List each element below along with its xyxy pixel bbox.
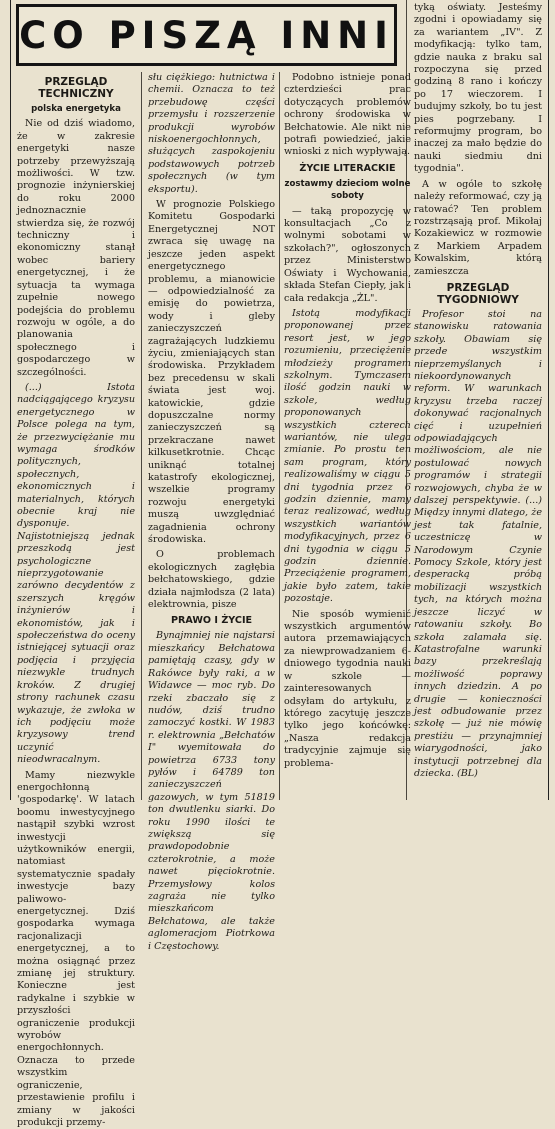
- section-heading-zycie-literackie: ŻYCIE LITERACKIE: [299, 162, 396, 174]
- column-divider: [279, 72, 280, 800]
- article-paragraph: (...) Istota nadciągającego kryzysu energetycznego w Polsce polega na tym, że przezwyciężanie mu wymaga środków politycznych, społecznych, ekonomicznych i materialnych, których obecnie kraj nie dysponuje. Najistotniejszą jednak przeszkodą jest psychologiczne nieprzygotowanie zarówno decydentów z szerszych kręgów inżynierów i ekonomistów, jak i społeczeństwa do oceny istniejącej sytuacji oraz podjęcia i przyjęcia niezwykle trudnych kroków. Z drugiej strony rachunek czasu wykazuje, że zwłoka w ich podjęciu może kryzysowy trend uczynić nieodwracalnym.: [17, 381, 135, 766]
- column-2: [148, 72, 275, 952]
- column-4: [414, 2, 542, 800]
- article-paragraph: — taką propozycję w konsultacjach „Co z wolnymi sobotami w szkołach?", ogłoszonych przez Ministerstwo Oświaty i Wychowania, składa Stefan Ciepły, jak i cała redakcja „ŻL".: [284, 205, 411, 304]
- section-subheading: zostawmy dzieciom wolne soboty: [284, 178, 411, 202]
- section-heading-przeglad-tygodniowy: PRZEGLĄD TYGODNIOWY: [437, 281, 519, 306]
- masthead-box: [16, 4, 397, 66]
- article-paragraph: O problemach ekologicznych zagłębia bełchatowskiego, gdzie działa najmłodsza (2 lata) elektrownia, pisze: [148, 549, 275, 611]
- article-paragraph: Mamy niezwykle energochłonną 'gospodarkę'. W latach boomu inwestycyjnego nastąpił szybki wzrost inwestycji użytkowników energii, natomiast systematycznie spadały inwestycje bazy paliwowo-energetycznej. Dziś gospodarka wymaga racjonalizacji energetycznej, a to można osiągnąć przez zmianę jej struktury. Konieczne jest radykalne i szybkie w przyszłości ograniczenie produkcji wyrobów energochłonnych. Oznacza to przede wszystkim ograniczenie, przestawienie profilu i zmiany w jakości produkcji przemy-: [17, 769, 135, 1128]
- article-paragraph: Istotą modyfikacji proponowanej przez resort jest, w jego rozumieniu, przeciężenie młodzieży programem szkolnym. Tymczasem ilość godzin nauki w szkole, według proponowanych wszystkich czterech wariantów, nie ulega zmianie. Po prostu ten sam program, który realizowaliśmy w ciągu 5 dni tygodnia przez 6 godzin dziennie, mamy teraz realizować, według wszystkich wariantów modyfikacyjnych, przez 6 dni tygodnia w ciągu 5 godzin dziennie. Przeciążenie programem, jakie było zatem, takie pozostaje.: [284, 307, 411, 605]
- article-paragraph: A w ogóle to szkołę należy reformować, czy ją ratować? Ten problem rozstrząsają prof. Mikołaj Kozakiewicz w rozmowie z Markiem Arpadem Kowalskim, którą zamieszcza: [414, 178, 542, 277]
- column-divider: [141, 72, 142, 800]
- article-paragraph: Nie sposób wymienić wszystkich argumentów autora przemawiających za niewprowadzaniem 6-dniowego tygodnia nauki w szkole — zainteresowanych odsyłam do artykułu, z którego zacytuję jeszcze tylko jego końcówkę: „Nasza redakcja tradycyjnie zajmuje się problema-: [284, 608, 411, 769]
- article-paragraph: Podobno istnieje ponad czterdzieści prac dotyczących problemów ochrony środowiska w Bełchatowie. Ale nikt nie potrafi powiedzieć, jakie wnioski z nich wypływają.: [284, 72, 411, 158]
- left-border-line: [10, 0, 11, 800]
- section-subheading: polska energetyka: [31, 104, 121, 114]
- article-paragraph: tyką oświaty. Jesteśmy zgodni i opowiadamy się za wariantem „IV". Z modyfikacją: tylko tam, gdzie nauka z braku sal rozpoczyna się przed godziną 8 rano i kończy po 17 wieczorem. I budujmy szkoły, bo tu jest pies pogrzebany. I reformujmy program, bo inaczej za mało będzie do nauki siedmiu dni tygodnia".: [414, 2, 542, 175]
- article-paragraph: Profesor stoi na stanowisku ratowania szkoły. Obawiam się przede wszystkim nieprzemyślanych i niekoordynowanych reform. W warunkach kryzysu trzeba raczej dokonywać racjonalnych cięć i uzupełnień odpowiadających możliwościom, ale nie postulować nowych programów i strategii rozwojowych, chyba że w dalszej perspektywie. (...) Między innymi dlatego, że jest tak fatalnie, uczestniczę w Narodowym Czynie Pomocy Szkole, który jest desperacką próbą mobilizacji wszystkich tych, na których można jeszcze liczyć w ratowaniu szkoły. Bo szkoła zalamała się. Katastrofalne warunki bazy przekreślają możliwość poprawy innych dziedzin. A po drugie — konieczności jest odbudowanie przez szkołę — już nie mówię prestiżu — przynajmniej wiarygodności, jako instytucji potrzebnej dla dziecka. (BL): [414, 308, 542, 779]
- article-paragraph: Nie od dziś wiadomo, że w zakresie energetyki nasze potrzeby przewyższają możliwości. W tzw. prognozie inżynierskiej do roku 2000 jednoznacznie stwierdza się, że rozwój techniczny i ekonomiczny stanął wobec bariery energetycznej, i że sytuacja ta wymaga zupełnie nowego podejścia do problemu rozwoju w ogóle, a do planowania społecznego i gospodarczego w szczególności.: [17, 118, 135, 378]
- column-1: [17, 72, 135, 1128]
- article-paragraph: Bynajmniej nie najstarsi mieszkańcy Bełchatowa pamiętają czasy, gdy w Rakówce były raki, a w Widawce — moc ryb. Do rzeki zbaczało się z nudów, dziś trudno zamoczyć kostki. W 1983 r. elektrownia „Bełchatów I" wyemitowała do powietrza 6733 tony pyłów i 64789 ton zanieczyszczeń gazowych, w tym 51819 ton dwutlenku siarki. Do roku 1990 ilości te zwiększą się prawdopodobnie czterokrotnie, a może nawet pięciokrotnie. Przemysłowy kolos zagraża nie tylko mieszkańcom Bełchatowa, ale także aglomeracjom Piotrkowa i Częstochowy.: [148, 630, 275, 952]
- section-heading-przeglad-techniczny: PRZEGLĄD TECHNICZNY: [38, 76, 114, 100]
- article-paragraph: W prognozie Polskiego Komitetu Gospodarki Energetycznej NOT zwraca się uwagę na jeszcze jeden aspekt energetycznego problemu, a mianowicie — odpowiedzialność za emisję do powietrza, wody i gleby zanieczyszczeń zagrażających ludzkiemu życiu, zmieniających stan środowiska. Przykładem bez precedensu w skali świata jest woj. katowickie, gdzie dopuszczalne normy zanieczyszczeń są przekraczane nawet kilkusetkrotnie. Chcąc uniknąć totalnej katastrofy ekologicznej, wszelkie programy rozwoju energetyki muszą uwzględniać zagadnienia ochrony środowiska.: [148, 199, 275, 546]
- column-3: [284, 72, 411, 800]
- section-heading-prawo-i-zycie: PRAWO I ŻYCIE: [170, 615, 253, 627]
- article-paragraph: słu ciężkiego: hutnictwa i chemii. Oznacza to też przebudowę części przemysłu i rozszerzenie produkcji wyrobów niskoenergochłonnych, służących zaspokojeniu podstawowych potrzeb społecznych (w tym eksportu).: [148, 72, 275, 195]
- masthead-title: CO PISZĄ INNI: [19, 13, 394, 57]
- right-border-line: [548, 0, 549, 800]
